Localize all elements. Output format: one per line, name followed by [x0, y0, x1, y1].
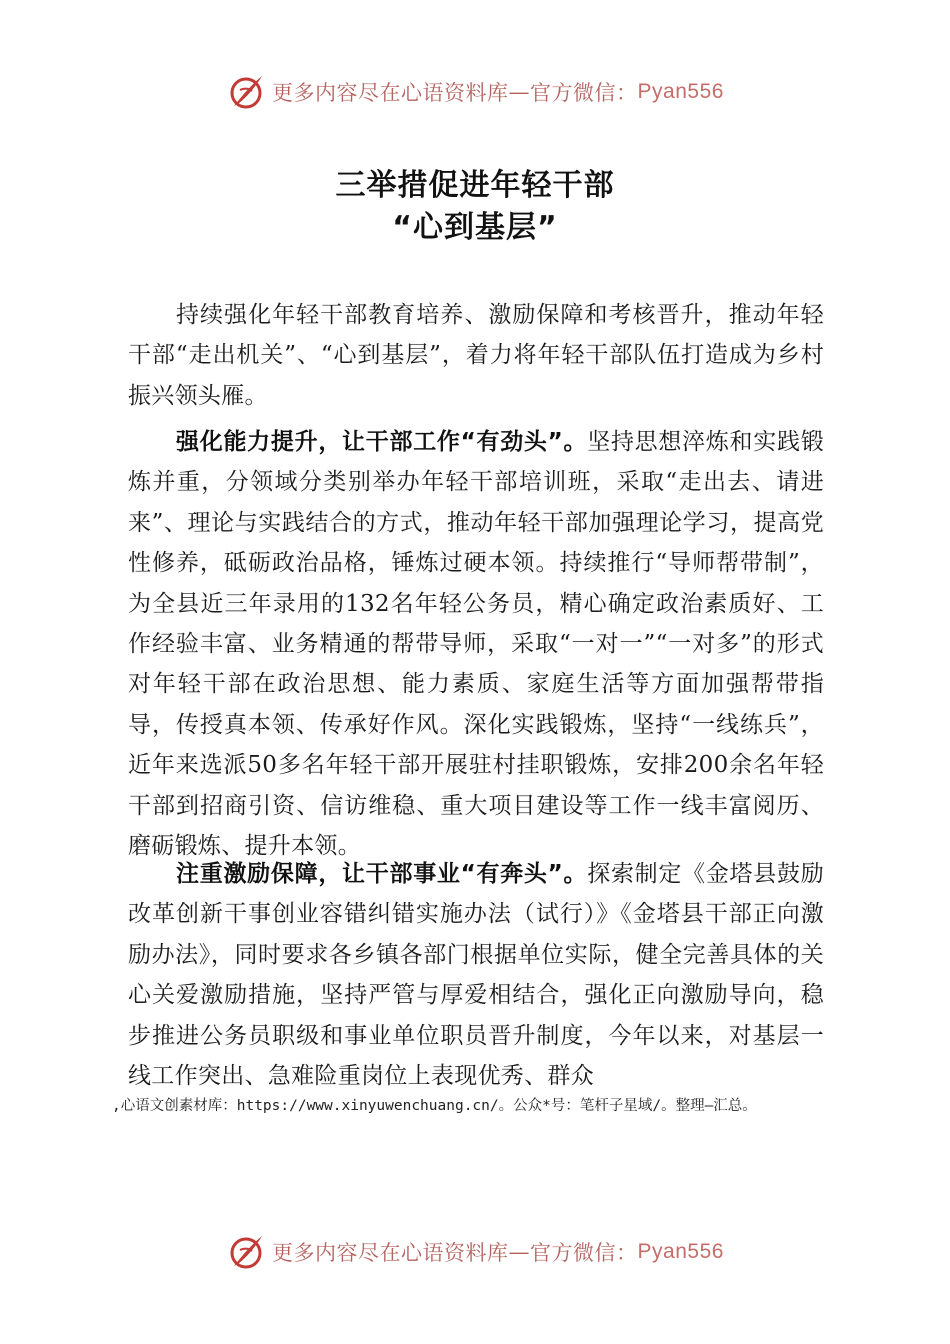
source-note: ,心语文创素材库：https://www.xinyuwenchuang.cn/。公众*号：笔杆子星域/。整理—汇总。	[112, 1098, 757, 1114]
section2-paragraph	[128, 854, 824, 1096]
header-watermark	[0, 72, 950, 112]
intro-paragraph: 持续强化年轻干部教育培养、激励保障和考核晋升，推动年轻干部“走出机关”、“心到基层”，着力将年轻干部队伍打造成为乡村振兴领头雁。	[128, 302, 824, 409]
watermark-text: 更多内容尽在心语资料库	[272, 81, 509, 105]
section2-heading: 注重激励保障，让干部事业“有奔头”。	[176, 861, 588, 887]
quill-logo-icon	[226, 72, 266, 112]
wechat-label: 官方微信：	[530, 1241, 638, 1265]
section2-text: 探索制定《金塔县鼓励改革创新干事创业容错纠错实施办法（试行）》《金塔县干部正向激励办法》，同时要求各乡镇各部门根据单位实际，健全完善具体的关心关爱激励措施，坚持严管与厚爱相结合，强化正向激励导向，稳步推进公务员职级和事业单位职员晋升制度，今年以来，对基层一线工作突出、急难险重岗位上表现优秀、群众	[128, 861, 825, 1090]
watermark-separator: —	[508, 1240, 531, 1264]
wechat-label: 官方微信：	[530, 81, 638, 105]
watermark-separator: —	[508, 80, 531, 104]
wechat-id: Pyan556	[637, 80, 724, 103]
footer-watermark	[0, 1232, 950, 1272]
quill-logo-icon	[226, 1232, 266, 1272]
section1-paragraph	[128, 422, 824, 866]
section1-heading: 强化能力提升，让干部工作“有劲头”。	[176, 429, 588, 455]
document-title-line2: “心到基层”	[392, 210, 558, 245]
wechat-id: Pyan556	[637, 1240, 724, 1263]
section1-text: 坚持思想淬炼和实践锻炼并重，分领域分类别举办年轻干部培训班，采取“走出去、请进来”、理论与实践结合的方式，推动年轻干部加强理论学习，提高党性修养，砥砺政治品格，锤炼过硬本领。持续推行“导师帮带制”，为全县近三年录用的132名年轻公务员，精心确定政治素质好、工作经验丰富、业务精通的帮带导师，采取“一对一”“一对多”的形式对年轻干部在政治思想、能力素质、家庭生活等方面加强帮带指导，传授真本领、传承好作风。深化实践锻炼，坚持“一线练兵”，近年来选派50多名年轻干部开展驻村挂职锻炼，安排200余名年轻干部到招商引资、信访维稳、重大项目建设等工作一线丰富阅历、磨砺锻炼、提升本领。	[128, 429, 825, 860]
watermark-text: 更多内容尽在心语资料库	[272, 1241, 509, 1265]
document-title-line1: 三举措促进年轻干部	[335, 168, 615, 203]
